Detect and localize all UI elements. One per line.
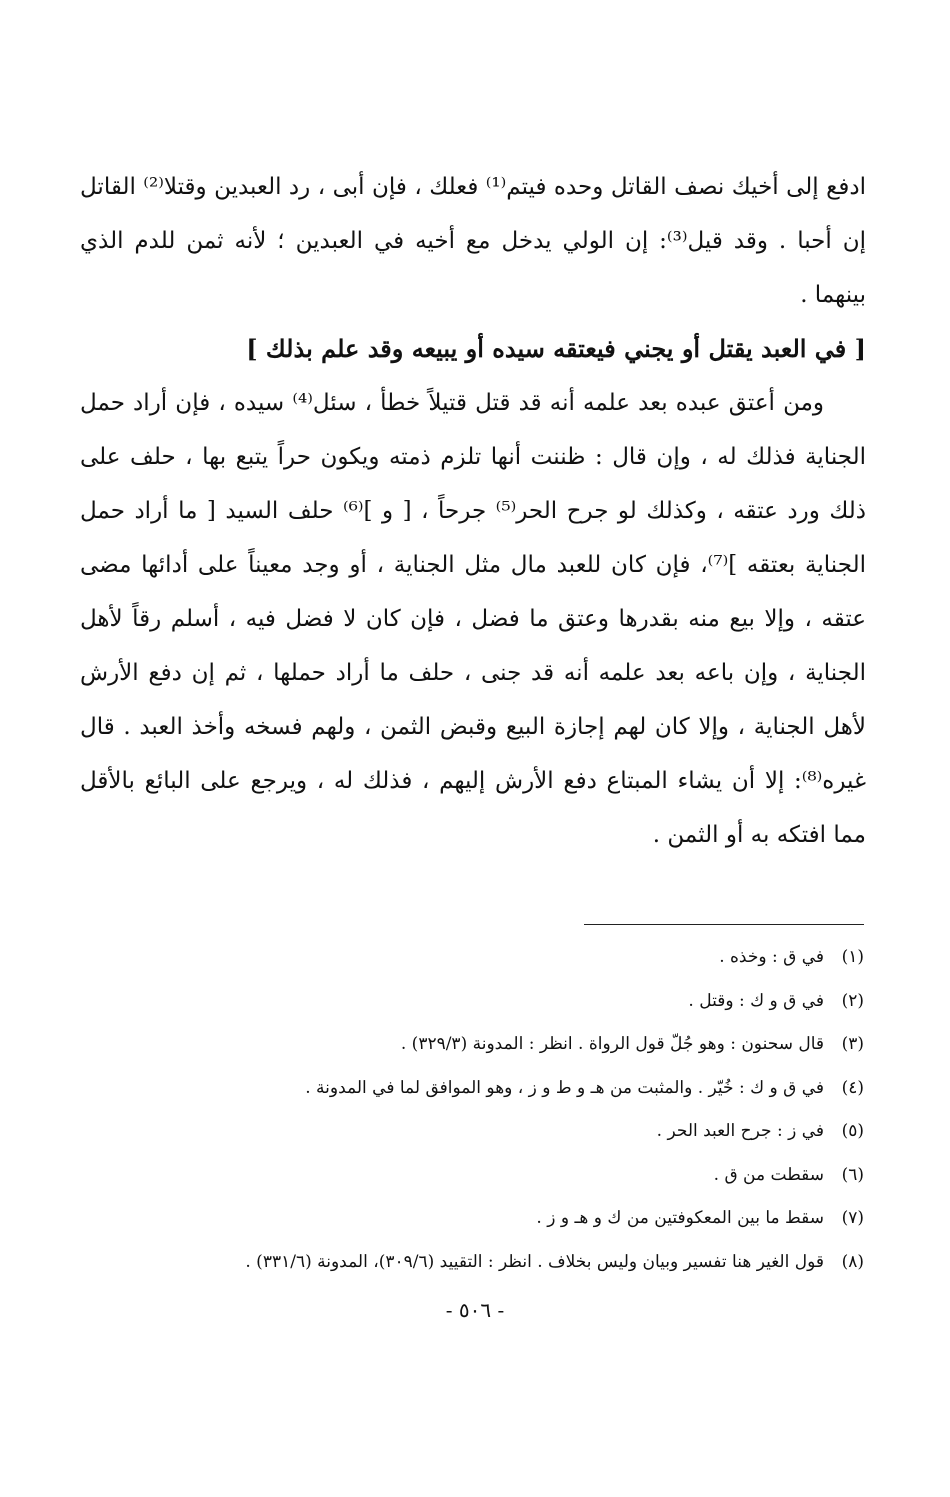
footnote-number: (٤) [841, 1077, 864, 1098]
footnote-number: (٨) [841, 1251, 864, 1272]
footnote-text: في ق و ك : خُيّر . والمثبت من هـ و ط و ز ، وهو الموافق لما في المدونة . [305, 1077, 824, 1098]
footnote-number: (٣) [841, 1034, 864, 1054]
footnote [78, 980, 864, 1024]
paragraph-1: ادفع إلى أخيك نصف القاتل وحده فيتم⁽¹⁾ فعلك ، فإن أبى ، رد العبدين وقتلا⁽²⁾ القاتل إن أحبا . وقد قيل⁽³⁾: إن الولي يدخل مع أخيه في العبدين ؛ لأنه ثمن للدم الذي بينهما . [80, 174, 867, 308]
footnote [78, 1023, 864, 1067]
footnote-text: قال سحنون : وهو جُلّ قول الرواة . انظر : المدونة (٣٢٩/٣) . [400, 1034, 824, 1054]
footnote-text: في ق : وخذه . [719, 947, 824, 967]
main-text [80, 160, 866, 862]
paragraph-2: ومن أعتق عبده بعد علمه أنه قد قتل قتيلاً خطأ ، سئل⁽⁴⁾ سيده ، فإن أراد حمل الجناية فذلك له ، وإن قال : ظننت أنها تلزم ذمته ويكون حراً يتبع بها ، حلف على ذلك ورد عتقه ، وكذلك لو جرح الحر⁽⁵⁾ جرحاً ، [ و ]⁽⁶⁾ حلف السيد [ ما أراد حمل الجناية بعتقه ]⁽⁷⁾، فإن كان للعبد مال مثل الجناية ، أو وجد معيناً على أدائها مضى عتقه ، وإلا بيع منه بقدرها وعتق ما فضل ، فإن كان لا فضل فيه ، أسلم رقاً لأهل الجناية ، وإن باعه بعد علمه أنه قد جنى ، حلف ما أراد حملها ، ثم إن دفع الأرش لأهل الجناية ، وإلا كان لهم إجازة البيع وقبض الثمن ، ولهم فسخه وأخذ العبد . قال غيره⁽⁸⁾: إلا أن يشاء المبتاع دفع الأرش إليهم ، فذلك له ، ويرجع على البائع بالأقل مما افتكه به أو الثمن . [80, 390, 867, 848]
footnote-text: سقطت من ق . [713, 1164, 824, 1185]
footnote-text: سقط ما بين المعكوفتين من ك و هـ و ز . [536, 1208, 824, 1228]
footnote-number: (٥) [841, 1121, 864, 1141]
footnote-number: (١) [841, 947, 864, 967]
footnote [78, 936, 864, 980]
page-number: - ٥٠٦ - [445, 1298, 505, 1322]
footnote [78, 1067, 864, 1111]
footnote-number: (٦) [841, 1164, 864, 1185]
section-heading: [ في العبد يقتل أو يجني فيعتقه سيده أو يبيعه وقد علم بذلك ] [246, 334, 866, 363]
footnote-divider [584, 924, 864, 925]
footnote-text: قول الغير هنا تفسير وبيان وليس بخلاف . انظر : التقييد (٣٠٩/٦)، المدونة (٣٣١/٦) . [245, 1251, 824, 1272]
footnote [78, 1110, 864, 1154]
footnote [78, 1197, 864, 1241]
footnote [78, 1241, 864, 1285]
footnote [78, 1154, 864, 1198]
footnote-text: في ز : جرح العبد الحر . [656, 1121, 824, 1141]
footnote-number: (٧) [841, 1208, 864, 1228]
footnote-number: (٢) [841, 990, 864, 1011]
footnote-text: في ق و ك : وقتل . [688, 990, 824, 1011]
footnotes [78, 936, 864, 1284]
